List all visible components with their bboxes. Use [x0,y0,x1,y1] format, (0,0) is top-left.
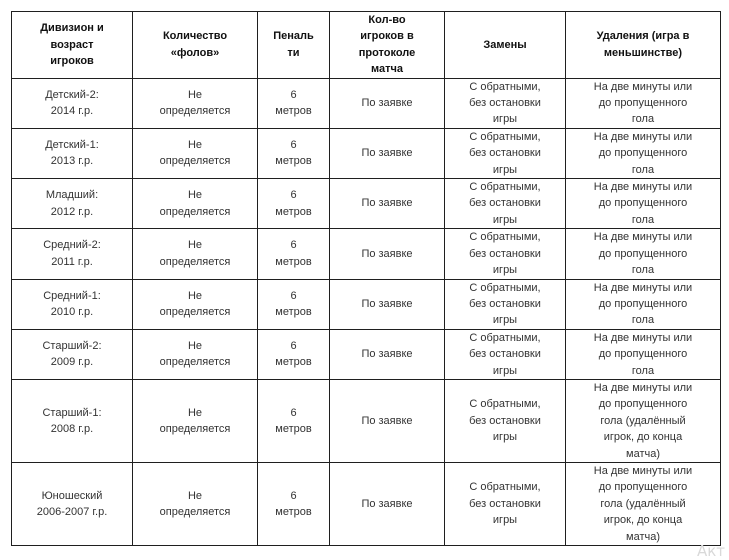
cell-text: С обратными, без остановки игры [469,281,541,327]
cell-removals [566,462,721,545]
cell-text: По заявке [361,348,413,361]
cell-text: С обратными, без остановки игры [469,481,541,527]
cell-penalty [258,78,330,128]
cell-text: С обратными, без остановки игры [469,231,541,277]
cell-substitutions [445,128,566,178]
table-row [12,128,721,178]
cell-removals [566,179,721,229]
cell-division [12,229,133,279]
cell-text: 6 метров [275,489,312,518]
cell-text: 6 метров [275,88,312,118]
cell-division [12,279,133,329]
cell-text: Детский-2: 2014 г.р. [45,88,99,118]
cell-removals [566,128,721,178]
cell-substitutions [445,229,566,279]
cell-text: По заявке [361,197,413,210]
cell-text: По заявке [361,414,413,427]
table-row [12,229,721,279]
cell-text: С обратными, без остановки игры [469,80,541,126]
table-row [12,78,721,128]
cell-players [330,279,445,329]
cell-text: 6 метров [275,239,312,268]
cell-text: Юношеский 2006-2007 г.р. [36,489,108,518]
cell-fouls [133,329,258,379]
cell-text: На две минуты или до пропущенного гола [593,181,693,226]
cell-division [12,78,133,128]
cell-removals [566,229,721,279]
table-row [12,329,721,379]
cell-substitutions [445,379,566,462]
header-label: Дивизион и возраст игроков [40,22,104,68]
cell-text: Средний-2: 2011 г.р. [43,239,101,268]
cell-text: По заявке [361,497,413,510]
cell-text: С обратными, без остановки игры [469,181,541,226]
cell-text: Не определяется [159,139,231,168]
cell-text: Не определяется [159,289,231,319]
watermark: Акт [696,542,725,560]
cell-fouls [133,279,258,329]
header-label: Удаления (игра в меньшинстве) [596,30,690,59]
cell-fouls [133,179,258,229]
cell-text: 6 метров [275,139,312,168]
cell-text: По заявке [361,297,413,310]
cell-text: С обратными, без остановки игры [469,331,541,377]
cell-penalty [258,279,330,329]
table-row [12,379,721,462]
cell-penalty [258,379,330,462]
cell-substitutions [445,78,566,128]
cell-text: Не определяется [159,489,231,518]
table-row [12,462,721,545]
cell-text: Не определяется [159,406,231,435]
cell-players [330,329,445,379]
header-fouls [133,12,258,79]
cell-players [330,179,445,229]
cell-text: Не определяется [159,189,231,218]
cell-fouls [133,128,258,178]
cell-players [330,78,445,128]
cell-text: 6 метров [275,339,312,369]
header-substitutions [445,12,566,79]
cell-text: На две минуты или до пропущенного гола [593,130,693,176]
cell-text: На две минуты или до пропущенного гола [593,80,693,126]
cell-fouls [133,78,258,128]
cell-substitutions [445,279,566,329]
table-row [12,179,721,229]
cell-text: По заявке [361,97,413,110]
cell-text: Младший: 2012 г.р. [45,189,99,218]
cell-removals [566,78,721,128]
cell-division [12,179,133,229]
cell-text: На две минуты или до пропущенного гола [593,231,693,277]
table-header [12,12,721,79]
cell-players [330,379,445,462]
cell-penalty [258,128,330,178]
cell-players [330,462,445,545]
cell-players [330,128,445,178]
cell-division [12,128,133,178]
cell-text: По заявке [361,147,413,160]
cell-substitutions [445,329,566,379]
cell-fouls [133,229,258,279]
cell-text: На две минуты или до пропущенного гола [593,281,693,327]
cell-text: На две минуты или до пропущенного гола [593,331,693,377]
cell-players [330,229,445,279]
table-body [12,78,721,545]
header-players [330,12,445,79]
cell-penalty [258,179,330,229]
cell-text: Не определяется [159,339,231,369]
cell-text: На две минуты или до пропущенного гола (удалённый игрок, до конца матча) [593,381,693,460]
cell-text: Старший-2: 2009 г.р. [42,339,102,369]
header-penalty [258,12,330,79]
cell-text: Детский-1: 2013 г.р. [45,139,99,168]
cell-text: 6 метров [275,406,312,435]
header-removals [566,12,721,79]
header-label: Кол-во игроков в протоколе матча [358,14,416,76]
cell-removals [566,329,721,379]
cell-division [12,462,133,545]
header-label: Замены [483,38,527,51]
cell-text: 6 метров [275,289,312,319]
header-label: Пеналь ти [273,30,314,59]
cell-division [12,379,133,462]
header-row [12,12,721,79]
header-label: Количество «фолов» [162,30,228,59]
cell-penalty [258,462,330,545]
cell-division [12,329,133,379]
cell-text: Старший-1: 2008 г.р. [42,406,102,435]
cell-substitutions [445,462,566,545]
cell-substitutions [445,179,566,229]
cell-fouls [133,462,258,545]
cell-text: С обратными, без остановки игры [469,398,541,444]
cell-text: По заявке [361,247,413,260]
table-row [12,279,721,329]
cell-text: На две минуты или до пропущенного гола (удалённый игрок, до конца матча) [593,464,693,543]
cell-text: Не определяется [159,88,231,118]
cell-text: С обратными, без остановки игры [469,130,541,176]
rules-table [11,11,721,546]
cell-text: Средний-1: 2010 г.р. [43,289,101,319]
cell-penalty [258,229,330,279]
header-division [12,12,133,79]
cell-removals [566,379,721,462]
cell-penalty [258,329,330,379]
cell-text: Не определяется [159,239,231,268]
cell-removals [566,279,721,329]
cell-fouls [133,379,258,462]
cell-text: 6 метров [275,189,312,218]
